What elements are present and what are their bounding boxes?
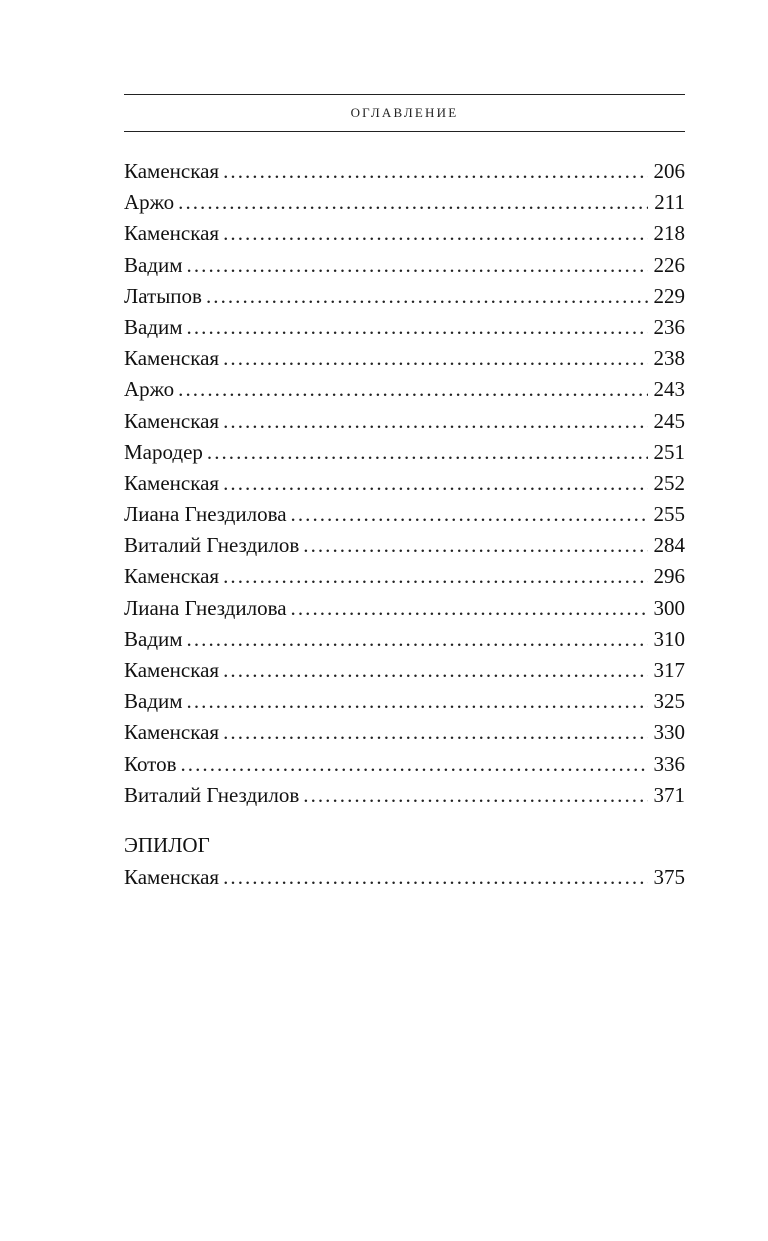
toc-entry[interactable]: [124, 561, 685, 592]
dot-leader: [187, 312, 648, 343]
toc-entry-title: Котов: [124, 751, 177, 776]
dot-leader: [223, 561, 647, 592]
dot-leader: [206, 281, 648, 312]
toc-entry-title: Латыпов: [124, 283, 202, 308]
toc-entry-page-number: 300: [653, 595, 685, 620]
toc-entry[interactable]: [124, 530, 685, 561]
toc-entry[interactable]: [124, 499, 685, 530]
page-title: ОГЛАВЛЕНИЕ: [350, 105, 459, 120]
toc-entry[interactable]: [124, 717, 685, 748]
toc-entry[interactable]: [124, 250, 685, 281]
toc-list: [124, 156, 685, 811]
toc-entry-page-number: 251: [653, 439, 685, 464]
toc-entry-title: Каменская: [124, 221, 220, 246]
toc-entry[interactable]: [124, 655, 685, 686]
toc-entry-page-number: 211: [654, 190, 685, 215]
toc-entry-title: Каменская: [124, 865, 220, 889]
dot-leader: [223, 156, 647, 187]
dot-leader: [223, 862, 647, 893]
toc-entry-page-number: 245: [653, 408, 685, 433]
toc-entry[interactable]: [124, 343, 685, 374]
toc-entry-title: Лиана Гнездилова: [124, 502, 287, 527]
page-header: [124, 94, 685, 132]
dot-leader: [223, 406, 647, 437]
toc-entry-page-number: 310: [653, 626, 685, 651]
epilogue-list: [124, 862, 685, 893]
toc-entry-page-number: 226: [653, 252, 685, 277]
toc-entry[interactable]: [124, 780, 685, 811]
toc-entry-title: Вадим: [124, 252, 183, 277]
toc-entry[interactable]: [124, 624, 685, 655]
toc-entry[interactable]: [124, 749, 685, 780]
toc-entry-page-number: 238: [653, 346, 685, 371]
toc-entry[interactable]: [124, 218, 685, 249]
toc-entry-title: Каменская: [124, 658, 220, 682]
toc-entry[interactable]: [124, 593, 685, 624]
toc-entry-page-number: 243: [653, 377, 685, 402]
toc-entry-page-number: 330: [653, 720, 685, 745]
toc-entry-title: Вадим: [124, 689, 183, 714]
toc-entry-title: Лиана Гнездилова: [124, 595, 287, 620]
toc-entry[interactable]: [124, 862, 685, 893]
dot-leader: [291, 593, 648, 624]
toc-entry-page-number: 252: [653, 470, 685, 495]
toc-entry-page-number: 218: [653, 221, 685, 246]
toc-entry[interactable]: [124, 437, 685, 468]
toc-entry-page-number: 236: [653, 314, 685, 339]
toc-entry-title: Вадим: [124, 314, 183, 339]
dot-leader: [291, 499, 648, 530]
dot-leader: [187, 250, 648, 281]
toc-entry[interactable]: [124, 686, 685, 717]
dot-leader: [178, 187, 648, 218]
epilogue-heading: ЭПИЛОГ: [124, 833, 210, 857]
toc-entry-page-number: 255: [653, 502, 685, 527]
dot-leader: [223, 468, 647, 499]
toc-entry-title: Каменская: [124, 159, 220, 183]
toc-entry-page-number: 317: [653, 658, 685, 682]
toc-entry[interactable]: [124, 281, 685, 312]
toc-entry[interactable]: [124, 374, 685, 405]
toc-entry-page-number: 336: [653, 751, 685, 776]
dot-leader: [303, 530, 647, 561]
dot-leader: [187, 686, 648, 717]
toc-entry[interactable]: [124, 468, 685, 499]
toc-entry-page-number: 371: [653, 782, 685, 807]
dot-leader: [178, 374, 647, 405]
toc-entry[interactable]: [124, 187, 685, 218]
toc-entry-title: Каменская: [124, 346, 220, 371]
dot-leader: [223, 343, 647, 374]
dot-leader: [223, 655, 647, 686]
toc-entry-title: Вадим: [124, 626, 183, 651]
toc-entry-title: Каменская: [124, 720, 220, 745]
toc-entry[interactable]: [124, 312, 685, 343]
dot-leader: [187, 624, 648, 655]
toc-entry[interactable]: [124, 156, 685, 187]
toc-entry-page-number: 206: [653, 159, 685, 183]
toc-entry-title: Каменская: [124, 408, 220, 433]
dot-leader: [303, 780, 647, 811]
toc-entry-title: Каменская: [124, 470, 220, 495]
dot-leader: [223, 717, 647, 748]
toc-entry-page-number: 375: [653, 865, 685, 889]
toc-entry-title: Аржо: [124, 190, 175, 215]
toc-entry-title: Каменская: [124, 564, 220, 589]
dot-leader: [223, 218, 647, 249]
toc-entry-page-number: 296: [653, 564, 685, 589]
dot-leader: [181, 749, 648, 780]
toc-entry-page-number: 284: [653, 533, 685, 558]
toc-entry-title: Мародер: [124, 439, 203, 464]
toc-entry-page-number: 229: [653, 283, 685, 308]
toc-entry[interactable]: [124, 406, 685, 437]
toc-entry-title: Аржо: [124, 377, 175, 402]
toc-entry-title: Виталий Гнездилов: [124, 533, 300, 558]
toc-entry-title: Виталий Гнездилов: [124, 782, 300, 807]
toc-entry-page-number: 325: [653, 689, 685, 714]
dot-leader: [207, 437, 648, 468]
